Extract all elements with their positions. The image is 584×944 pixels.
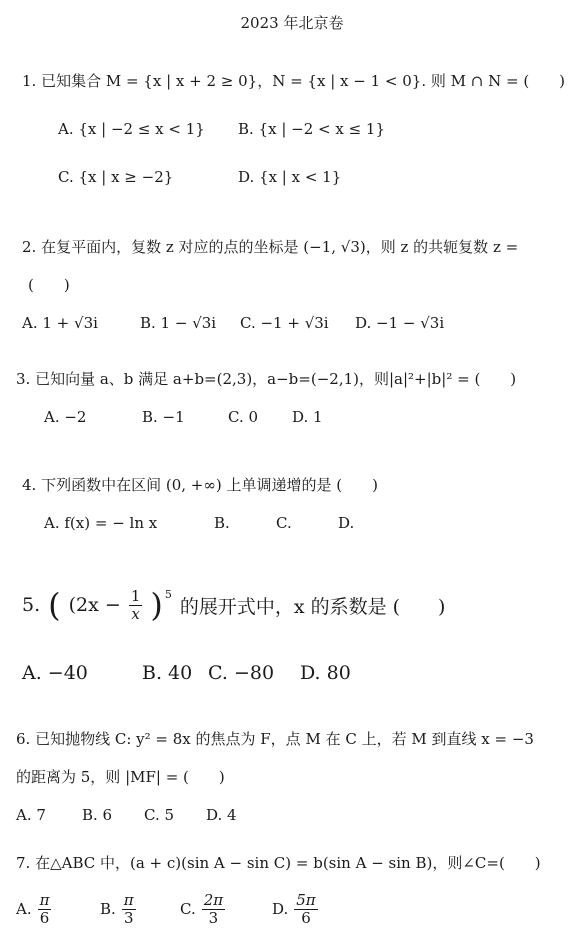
question-6-stem-continued: 的距离为 5，则 |MF| = ( ) (16, 768, 225, 786)
question-4-option-a: A. f(x) = − ln x (44, 514, 158, 532)
question-4-option-d: D. (338, 514, 355, 532)
question-7-option-b: B. $\frac{\pi}{3}$ (100, 891, 134, 927)
close-paren: ) (150, 586, 163, 624)
question-5-expr-left: (2x − (68, 594, 121, 616)
question-1-stem: 1. 已知集合 M = {x | x + 2 ≥ 0}，N = {x | x − 1 < 0}. 则 M ∩ N = ( ) (22, 72, 566, 90)
question-7-stem: 7. 在△ABC 中，(a + c)(sin A − sin C) = b(sin A − sin B)，则∠C=( ) (16, 854, 541, 872)
question-5-option-d: D. 80 (300, 662, 351, 684)
question-2-option-d: D. −1 − √3i (355, 314, 445, 332)
open-paren: ( (48, 586, 61, 624)
question-5-fraction: $\frac{1}{x}$ (130, 587, 141, 623)
question-2-stem: 2. 在复平面内，复数 z 对应的点的坐标是 (−1, √3)，则 z 的共轭复数 z = (22, 238, 519, 256)
question-6-option-b: B. 6 (82, 806, 113, 824)
question-2-stem-continued: ( ) (28, 276, 70, 294)
question-2-option-a: A. 1 + √3i (22, 314, 98, 332)
question-3-stem: 3. 已知向量 a、b 满足 a+b=(2,3)，a−b=(−2,1)，则|a|²+|b|² = ( ) (16, 370, 517, 388)
question-2-option-c: C. −1 + √3i (240, 314, 329, 332)
question-5-tail: 的展开式中，x 的系数是 ( ) (179, 595, 446, 618)
question-6-option-a: A. 7 (16, 806, 46, 824)
question-5-number: 5. (22, 594, 41, 616)
question-6-stem: 6. 已知抛物线 C: y² = 8x 的焦点为 F，点 M 在 C 上，若 M 到直线 x = −3 (16, 730, 534, 748)
question-2-option-b: B. 1 − √3i (140, 314, 217, 332)
page-title: 2023 年北京卷 (240, 14, 344, 32)
question-6-option-c: C. 5 (144, 806, 175, 824)
question-5-option-b: B. 40 (142, 662, 193, 684)
question-5-stem (22, 588, 445, 622)
question-6-option-d: D. 4 (206, 806, 237, 824)
question-4-stem: 4. 下列函数中在区间 (0, +∞) 上单调递增的是 ( ) (22, 476, 378, 494)
question-7-option-c: C. $\frac{2\pi}{3}$ (180, 891, 224, 927)
question-4-option-c: C. (276, 514, 292, 532)
question-1-option-a: A. {x | −2 ≤ x < 1} (58, 120, 205, 138)
question-5-option-a: A. −40 (22, 662, 88, 684)
question-1-option-d: D. {x | x < 1} (238, 168, 342, 186)
question-4-option-b: B. (214, 514, 230, 532)
question-1-option-c: C. {x | x ≥ −2} (58, 168, 174, 186)
question-7-option-a: A. $\frac{\pi}{6}$ (16, 891, 50, 927)
question-3-option-c: C. 0 (228, 408, 259, 426)
question-5-option-c: C. −80 (208, 662, 275, 684)
question-7-option-d: D. $\frac{5\pi}{6}$ (272, 891, 316, 927)
question-3-option-d: D. 1 (292, 408, 323, 426)
question-1-option-b: B. {x | −2 < x ≤ 1} (238, 120, 386, 138)
question-3-option-b: B. −1 (142, 408, 185, 426)
question-3-option-a: A. −2 (44, 408, 87, 426)
question-5-exponent: 5 (164, 588, 172, 601)
